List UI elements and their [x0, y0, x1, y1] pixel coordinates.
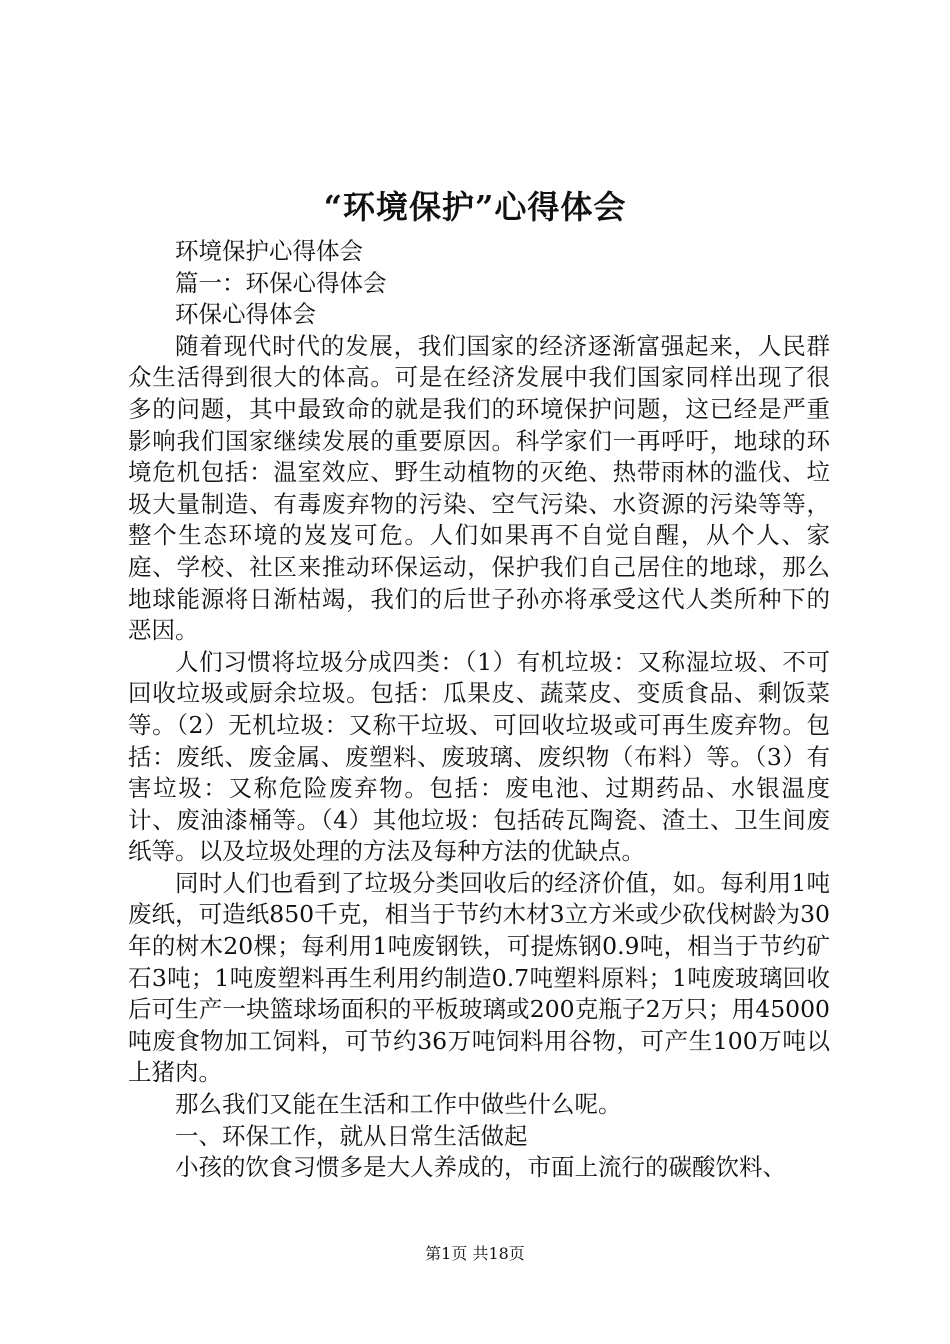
paragraph: 篇一：环保心得体会 — [175, 268, 387, 297]
paragraph: 那么我们又能在生活和工作中做些什么呢。 — [175, 1090, 622, 1119]
document-body — [128, 236, 830, 1184]
paragraph: 小孩的饮食习惯多是大人养成的，市面上流行的碳酸饮料、 — [175, 1153, 786, 1182]
paragraph: 同时人们也看到了垃圾分类回收后的经济价值，如。每利用1吨废纸，可造纸850千克，相当于节约木材3立方米或少砍伐树龄为30年的树木20棵；每利用1吨废钢铁，可提炼钢0.9吨，相当于节约矿石3吨；1吨废塑料再生利用约制造0.7吨塑料原料；1吨废玻璃回收后可生产一块篮球场面积的平板玻璃或200克瓶子2万只；用45000吨废食物加工饲料，可节约36万吨饲料用谷物，可产生100万吨以上猪肉。 — [128, 868, 830, 1087]
section-heading: 一、环保工作，就从日常生活做起 — [175, 1121, 528, 1150]
page-footer: 第1页 共18页 — [425, 1244, 525, 1263]
document-title: “环境保护”心得体会 — [323, 188, 627, 226]
paragraph: 环境保护心得体会 — [175, 237, 363, 265]
paragraph: 人们习惯将垃圾分成四类：（1）有机垃圾：又称湿垃圾、不可回收垃圾或厨余垃圾。包括：瓜果皮、蔬菜皮、变质食品、剩饭菜等。（2）无机垃圾：又称干垃圾、可回收垃圾或可再生废弃物。包括：废纸、废金属、废塑料、废玻璃、废织物（布料）等。（3）有害垃圾：又称危险废弃物。包括：废电池、过期药品、水银温度计、废油漆桶等。（4）其他垃圾：包括砖瓦陶瓷、渣土、卫生间废纸等。以及垃圾处理的方法及每种方法的优缺点。 — [128, 647, 830, 866]
paragraph: 随着现代时代的发展，我们国家的经济逐渐富强起来，人民群众生活得到很大的体高。可是在经济发展中我们国家同样出现了很多的问题，其中最致命的就是我们的环境保护问题，这已经是严重影响我们国家继续发展的重要原因。科学家们一再呼吁，地球的环境危机包括：温室效应、野生动植物的灭绝、热带雨林的滥伐、垃圾大量制造、有毒废弃物的污染、空气污染、水资源的污染等等，整个生态环境的岌岌可危。人们如果再不自觉自醒，从个人、家庭、学校、社区来推动环保运动，保护我们自己居住的地球，那么地球能源将日渐枯竭，我们的后世子孙亦将承受这代人类所种下的恶因。 — [128, 331, 830, 645]
paragraph: 环保心得体会 — [175, 300, 316, 329]
